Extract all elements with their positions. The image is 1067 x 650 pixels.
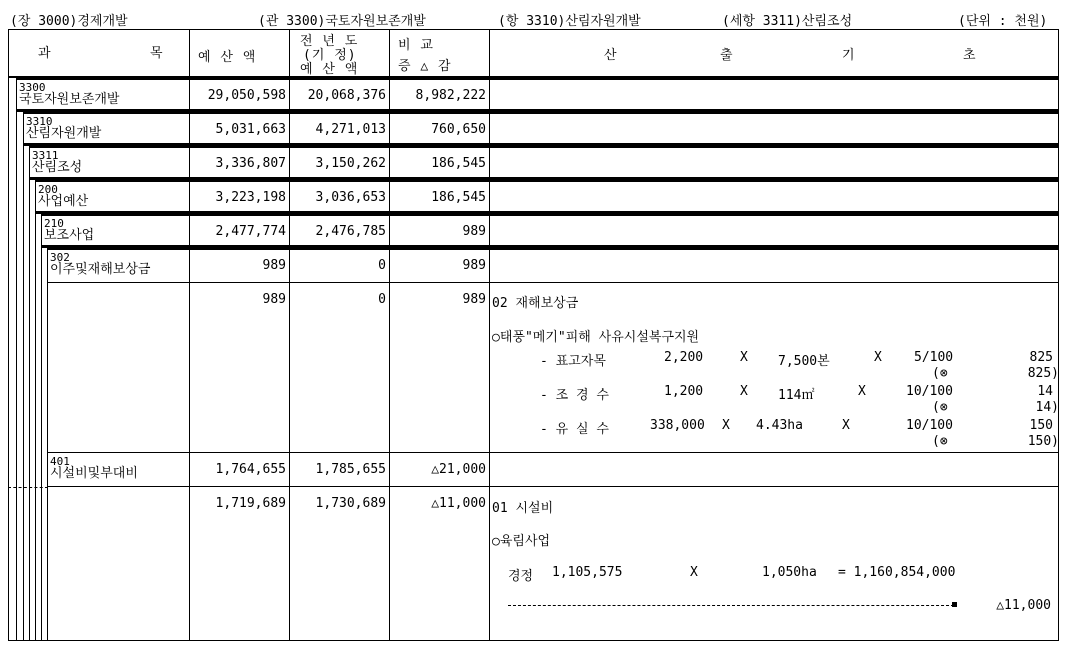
row-code: 3300: [19, 81, 46, 94]
detail-multiply: X: [740, 384, 748, 399]
row-name: 사업예산: [38, 194, 89, 209]
row-budget: 989: [262, 258, 286, 273]
row-diff: 8,982,222: [415, 88, 486, 103]
row-diff: 186,545: [431, 190, 486, 205]
row-code: 210: [44, 217, 64, 230]
detail-subtitle: ○태풍"메기"피해 사유시설복구지원: [492, 330, 700, 345]
detail-item-label: - 조 경 수: [540, 388, 609, 403]
col-prev-line1: 전 년 도: [300, 34, 359, 49]
unit-label: (단위 : 천원): [958, 14, 1048, 29]
arrow-icon: [952, 602, 957, 607]
row-name: 산림조성: [32, 160, 83, 175]
row-name: 이주및재해보상금: [50, 262, 151, 277]
detail-item-symbol: (⊗: [932, 434, 948, 449]
detail-item-amount2: 825): [1027, 366, 1059, 381]
detail-item-symbol: (⊗: [932, 400, 948, 415]
col-basis-3: 기: [842, 48, 856, 63]
col-prev-line3: 예 산 액: [300, 62, 359, 77]
hang-label: (항 3310)산림자원개발: [498, 14, 641, 29]
detail-multiply: X: [874, 350, 882, 365]
row-code: 3311: [32, 149, 59, 162]
col-cmp-line1: 비 교: [398, 38, 434, 53]
row-budget: 1,719,689: [215, 496, 286, 511]
row-prev: 20,068,376: [307, 88, 386, 103]
detail-multiply: X: [722, 418, 730, 433]
col-prev-line2: (기 정): [303, 48, 357, 63]
detail-item-qty: 4.43ha: [756, 418, 803, 433]
calc-label: 경정: [508, 569, 534, 584]
detail-subtitle: ○육림사업: [492, 534, 551, 549]
row-budget: 3,336,807: [215, 156, 286, 171]
detail-item-amount: 14: [1037, 384, 1053, 399]
detail-item-amount: 150: [1029, 418, 1053, 433]
detail-item-amount2: 14): [1035, 400, 1059, 415]
detail-title: 02 재해보상금: [492, 296, 579, 311]
row-diff: 989: [462, 258, 486, 273]
sehang-label: (세항 3311)산림조성: [722, 14, 853, 29]
row-code: 3310: [26, 115, 53, 128]
row-diff: 760,650: [431, 122, 486, 137]
jang-label: (장 3000)경제개발: [10, 14, 128, 29]
detail-item-amount2: 150): [1027, 434, 1059, 449]
detail-item-label: - 유 실 수: [540, 422, 609, 437]
calc-area: 1,050ha: [762, 565, 817, 580]
detail-item-rate: 5/100: [914, 350, 954, 365]
row-name: 시설비및부대비: [50, 466, 138, 481]
col-item-a: 과: [38, 46, 52, 61]
row-name: 국토자원보존개발: [19, 92, 120, 107]
detail-item-amount: 825: [1029, 350, 1053, 365]
row-budget: 29,050,598: [207, 88, 286, 103]
col-basis-2: 출: [720, 48, 734, 63]
col-item-b: 목: [150, 46, 164, 61]
row-prev: 4,271,013: [315, 122, 386, 137]
row-prev: 2,476,785: [315, 224, 386, 239]
row-budget: 5,031,663: [215, 122, 286, 137]
detail-item-price: 338,000: [650, 418, 705, 433]
col-basis-4: 초: [963, 48, 977, 63]
row-diff: 989: [462, 224, 486, 239]
row-budget: 1,764,655: [215, 462, 286, 477]
row-name: 보조사업: [44, 228, 95, 243]
detail-multiply: X: [858, 384, 866, 399]
detail-item-label: - 표고자목: [540, 354, 606, 369]
row-prev: 1,730,689: [315, 496, 386, 511]
col-budget: 예 산 액: [198, 50, 257, 65]
calc-total: △11,000: [996, 598, 1051, 613]
row-budget: 2,477,774: [215, 224, 286, 239]
detail-item-qty: 7,500본: [778, 354, 830, 369]
row-budget: 3,223,198: [215, 190, 286, 205]
row-diff: △21,000: [431, 462, 486, 477]
row-budget: 989: [262, 292, 286, 307]
calc-multiply: X: [690, 565, 698, 580]
detail-multiply: X: [740, 350, 748, 365]
row-prev: 3,150,262: [315, 156, 386, 171]
row-prev: 1,785,655: [315, 462, 386, 477]
col-basis-1: 산: [604, 48, 618, 63]
row-diff: 186,545: [431, 156, 486, 171]
row-code: 401: [50, 455, 70, 468]
row-diff: △11,000: [431, 496, 486, 511]
calc-price: 1,105,575: [552, 565, 623, 580]
row-name: 산림자원개발: [26, 126, 102, 141]
row-code: 302: [50, 251, 70, 264]
row-diff: 989: [462, 292, 486, 307]
row-prev: 0: [378, 258, 386, 273]
col-cmp-line2: 증 △ 감: [398, 59, 452, 74]
detail-item-price: 1,200: [664, 384, 704, 399]
detail-title: 01 시설비: [492, 501, 554, 516]
row-prev: 3,036,653: [315, 190, 386, 205]
detail-item-price: 2,200: [664, 350, 704, 365]
row-code: 200: [38, 183, 58, 196]
detail-multiply: X: [842, 418, 850, 433]
gwan-label: (관 3300)국토자원보존개발: [258, 14, 426, 29]
detail-item-rate: 10/100: [906, 384, 953, 399]
row-prev: 0: [378, 292, 386, 307]
detail-item-symbol: (⊗: [932, 366, 948, 381]
detail-item-qty: 114㎡: [778, 388, 815, 403]
detail-item-rate: 10/100: [906, 418, 953, 433]
calc-result: = 1,160,854,000: [838, 565, 956, 580]
leader-line: [508, 605, 954, 606]
